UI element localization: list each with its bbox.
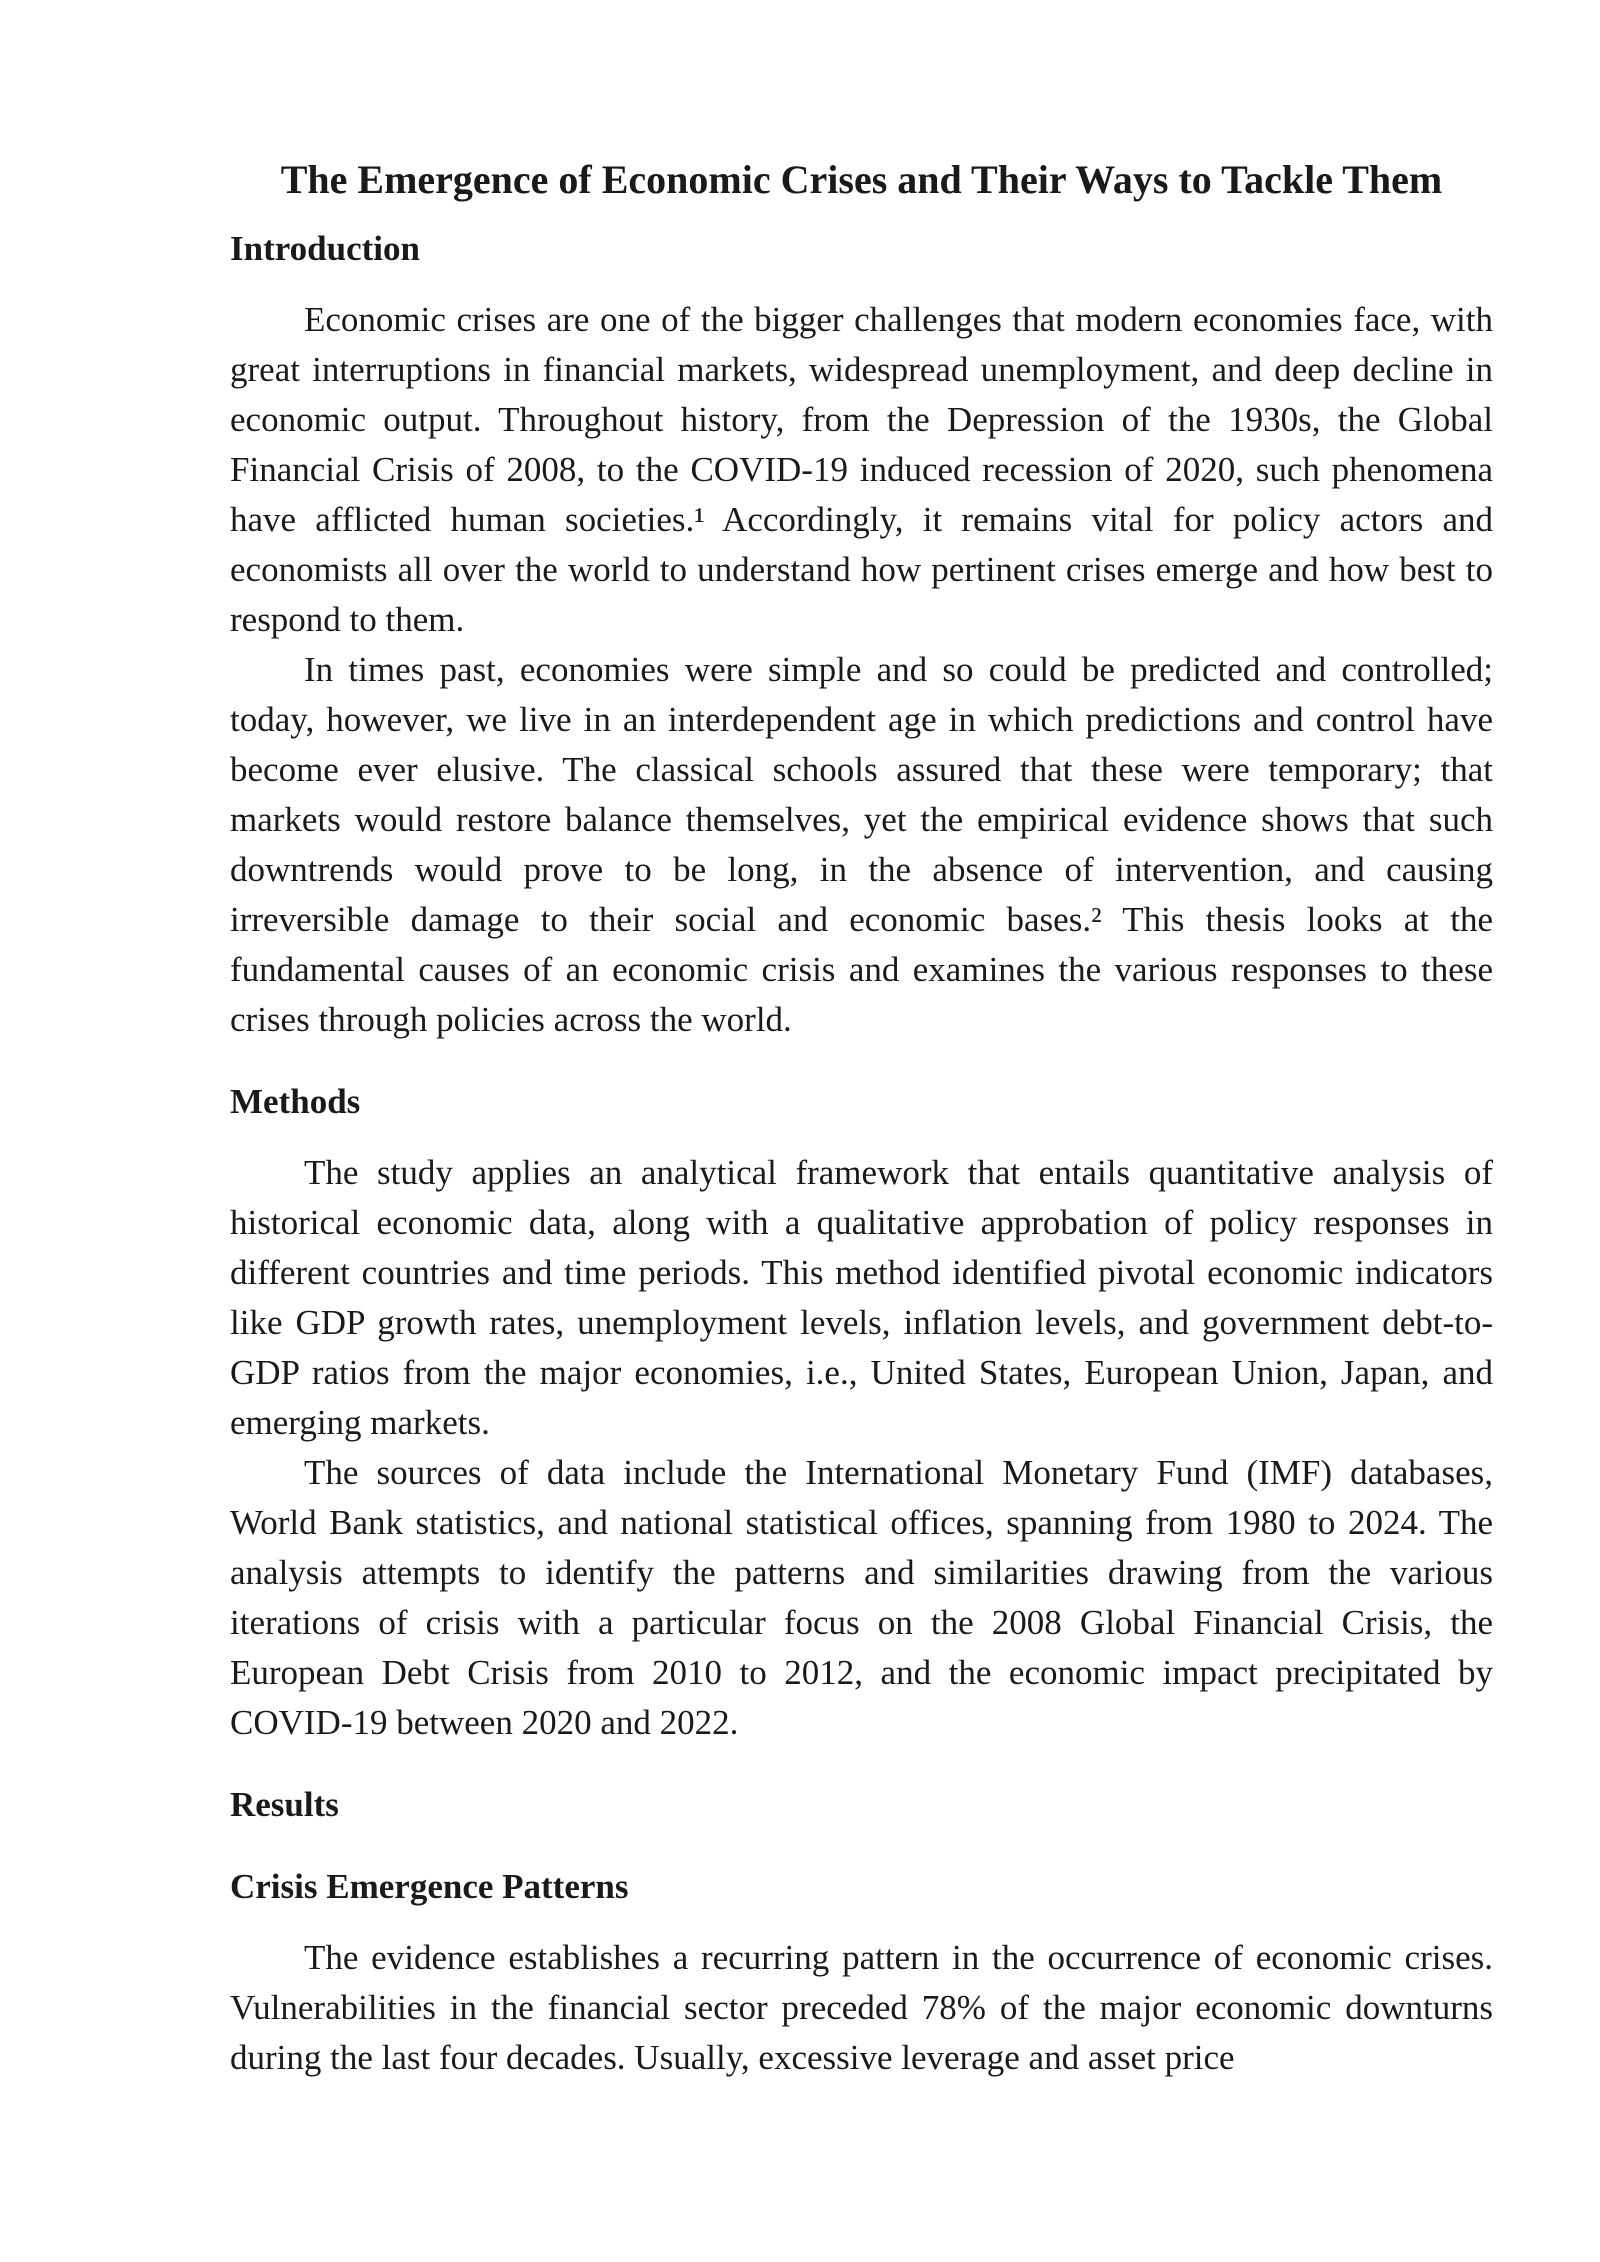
section-methods [230,1077,1493,1748]
section-results [230,1780,1493,1830]
document-title: The Emergence of Economic Crises and Their Ways to Tackle Them [280,157,1443,202]
section-crisis-emergence-patterns [230,1862,1493,2083]
section-spacer [230,1851,1493,1862]
document-page [230,148,1493,2083]
section-spacer [230,1045,1493,1077]
section-heading: Crisis Emergence Patterns [230,1867,629,1906]
paragraph: Economic crises are one of the bigger challenges that modern economies face, with great interruptions in financial markets, widespread unemployment, and deep decline in economic output. Throughout history, from the Depression of the 1930s, the Global Financial Crisis of 2008, to the COVID-19 induced recession of 2020, such phenomena have afflicted human societies.¹ Accordingly, it remains vital for policy actors and economists all over the world to understand how pertinent crises emerge and how best to respond to them. [230,300,1493,639]
section-heading: Results [230,1785,339,1824]
paragraph: The evidence establishes a recurring pattern in the occurrence of economic crises. Vulnerabilities in the financial sector preceded 78% of the major economic downturns during the last four decades. Usually, excessive leverage and asset price [230,1938,1493,2077]
section-introduction [230,224,1493,1045]
paragraph: In times past, economies were simple and so could be predicted and controlled; today, however, we live in an interdependent age in which predictions and control have become ever elusive. The classical schools assured that these were temporary; that markets would restore balance themselves, yet the empirical evidence shows that such downtrends would prove to be long, in the absence of intervention, and causing irreversible damage to their social and economic bases.² This thesis looks at the fundamental causes of an economic crisis and examines the various responses to these crises through policies across the world. [230,650,1493,1039]
section-spacer [230,1748,1493,1780]
paragraph: The sources of data include the International Monetary Fund (IMF) databases, World Bank statistics, and national statistical offices, spanning from 1980 to 2024. The analysis attempts to identify the patterns and similarities drawing from the various iterations of crisis with a particular focus on the 2008 Global Financial Crisis, the European Debt Crisis from 2010 to 2012, and the economic impact precipitated by COVID-19 between 2020 and 2022. [230,1453,1493,1742]
section-heading: Introduction [230,229,420,268]
section-heading: Methods [230,1082,361,1121]
paragraph: The study applies an analytical framework that entails quantitative analysis of historical economic data, along with a qualitative approbation of policy responses in different countries and time periods. This method identified pivotal economic indicators like GDP growth rates, unemployment levels, inflation levels, and government debt-to-GDP ratios from the major economies, i.e., United States, European Union, Japan, and emerging markets. [230,1153,1493,1442]
